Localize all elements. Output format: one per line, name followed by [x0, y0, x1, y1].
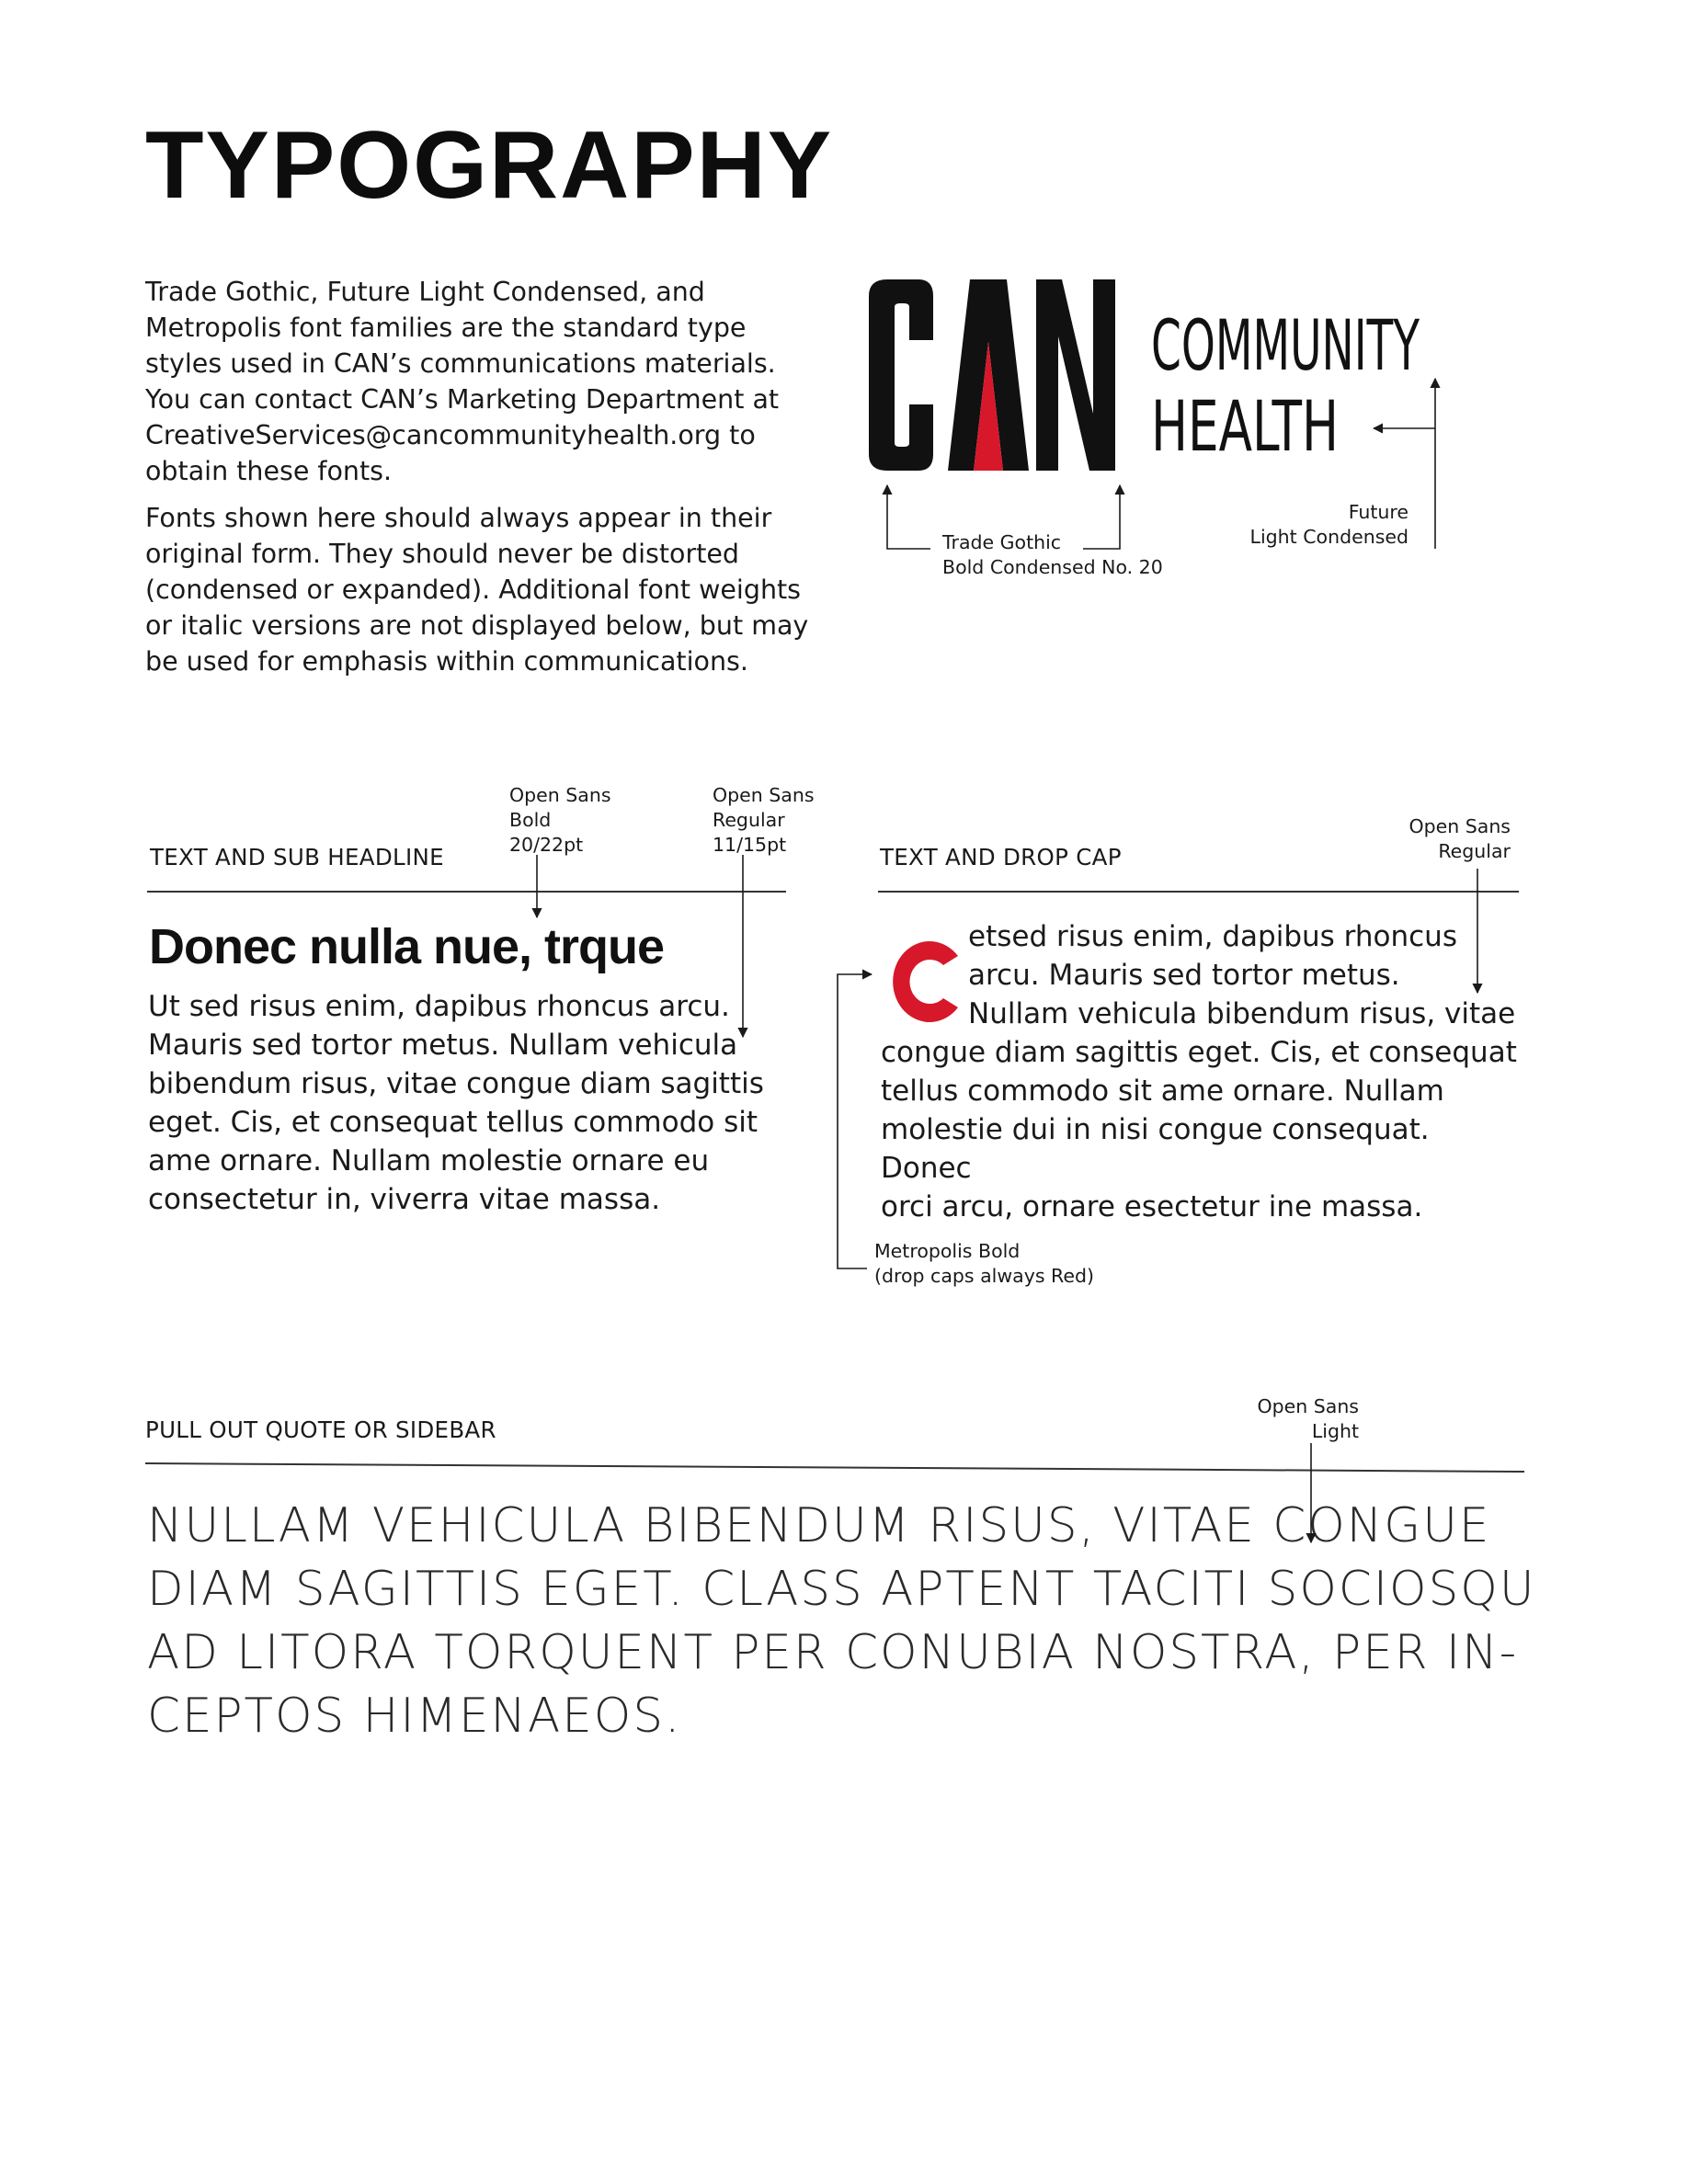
drop-cap-font-note: Metropolis Bold (drop caps always Red) — [874, 1240, 1094, 1287]
drop-cap-full-lines: congue diam sagittis eget. Cis, et consequat tellus commodo sit ame ornare. Nullam molestie dui in nisi congue consequat. Donec orci arcu, ornare esectetur ine massa. — [881, 1036, 1517, 1223]
logo-tagline-font-note: Future Light Condensed — [1249, 501, 1409, 548]
intro-text — [145, 274, 826, 690]
wordmark-arrow-left — [887, 485, 930, 549]
section-label-sub-headline: TEXT AND SUB HEADLINE — [150, 844, 444, 870]
drop-cap-arrow — [838, 974, 872, 1268]
divider-sub-headline — [147, 891, 786, 893]
intro-paragraph-2: Fonts shown here should always appear in their original form. They should never be distorted (condensed or expanded). Additional font weights or italic versions are not displayed below, but may be used for emphasis within communications. — [145, 503, 809, 677]
divider-pull-quote — [145, 1462, 1524, 1476]
pull-quote-font-note: Open Sans Light — [1257, 1395, 1359, 1442]
sub-headline: Donec nulla nue, trque — [149, 919, 665, 974]
divider-drop-cap — [878, 891, 1519, 893]
logo-tagline-community: COMMUNITY — [1151, 304, 1420, 386]
section-label-drop-cap: TEXT AND DROP CAP — [880, 844, 1122, 870]
can-community-health-logo — [860, 276, 1503, 478]
headline-font-note: Open Sans Bold 20/22pt — [509, 784, 611, 856]
drop-cap-body-font-note: Open Sans Regular — [1409, 815, 1511, 862]
drop-cap-letter — [879, 934, 967, 1029]
logo-letter-c — [869, 279, 933, 471]
intro-paragraph-1: Trade Gothic, Future Light Condensed, and Metropolis font families are the standard type styles used in CAN’s communications materials. You can contact CAN’s Marketing Department at CreativeServices@cancommunityhealth.org to obtain these fonts. — [145, 277, 780, 486]
section-label-pull-quote: PULL OUT QUOTE OR SIDEBAR — [145, 1416, 496, 1443]
page-title: TYPOGRAPHY — [145, 112, 834, 219]
pull-quote-text: NULLAM VEHICULA BIBENDUM RISUS, VITAE CONGUE DIAM SAGITTIS EGET. CLASS APTENT TACITI SOCIOSQU AD LITORA TORQUENT PER CONUBIA NOSTRA, PER IN- CEPTOS HIMENAEOS. — [147, 1498, 1536, 1744]
logo-wordmark-font-note: Trade Gothic Bold Condensed No. 20 — [942, 531, 1163, 578]
logo-tagline-health: HEALTH — [1151, 385, 1339, 467]
drop-cap-indented-lines: etsed risus enim, dapibus rhoncus arcu. Mauris sed tortor metus. Nullam vehicula bibendum risus, vitae — [968, 920, 1516, 1030]
body-font-note: Open Sans Regular 11/15pt — [713, 784, 815, 856]
logo-letter-n — [1036, 279, 1115, 471]
sub-headline-body-text: Ut sed risus enim, dapibus rhoncus arcu. Mauris sed tortor metus. Nullam vehicula bibendum risus, vitae congue diam sagittis eget. Cis, et consequat tellus commodo sit ame ornare. Nullam molestie ornare eu consectetur in, viverra vitae massa. — [148, 990, 764, 1216]
